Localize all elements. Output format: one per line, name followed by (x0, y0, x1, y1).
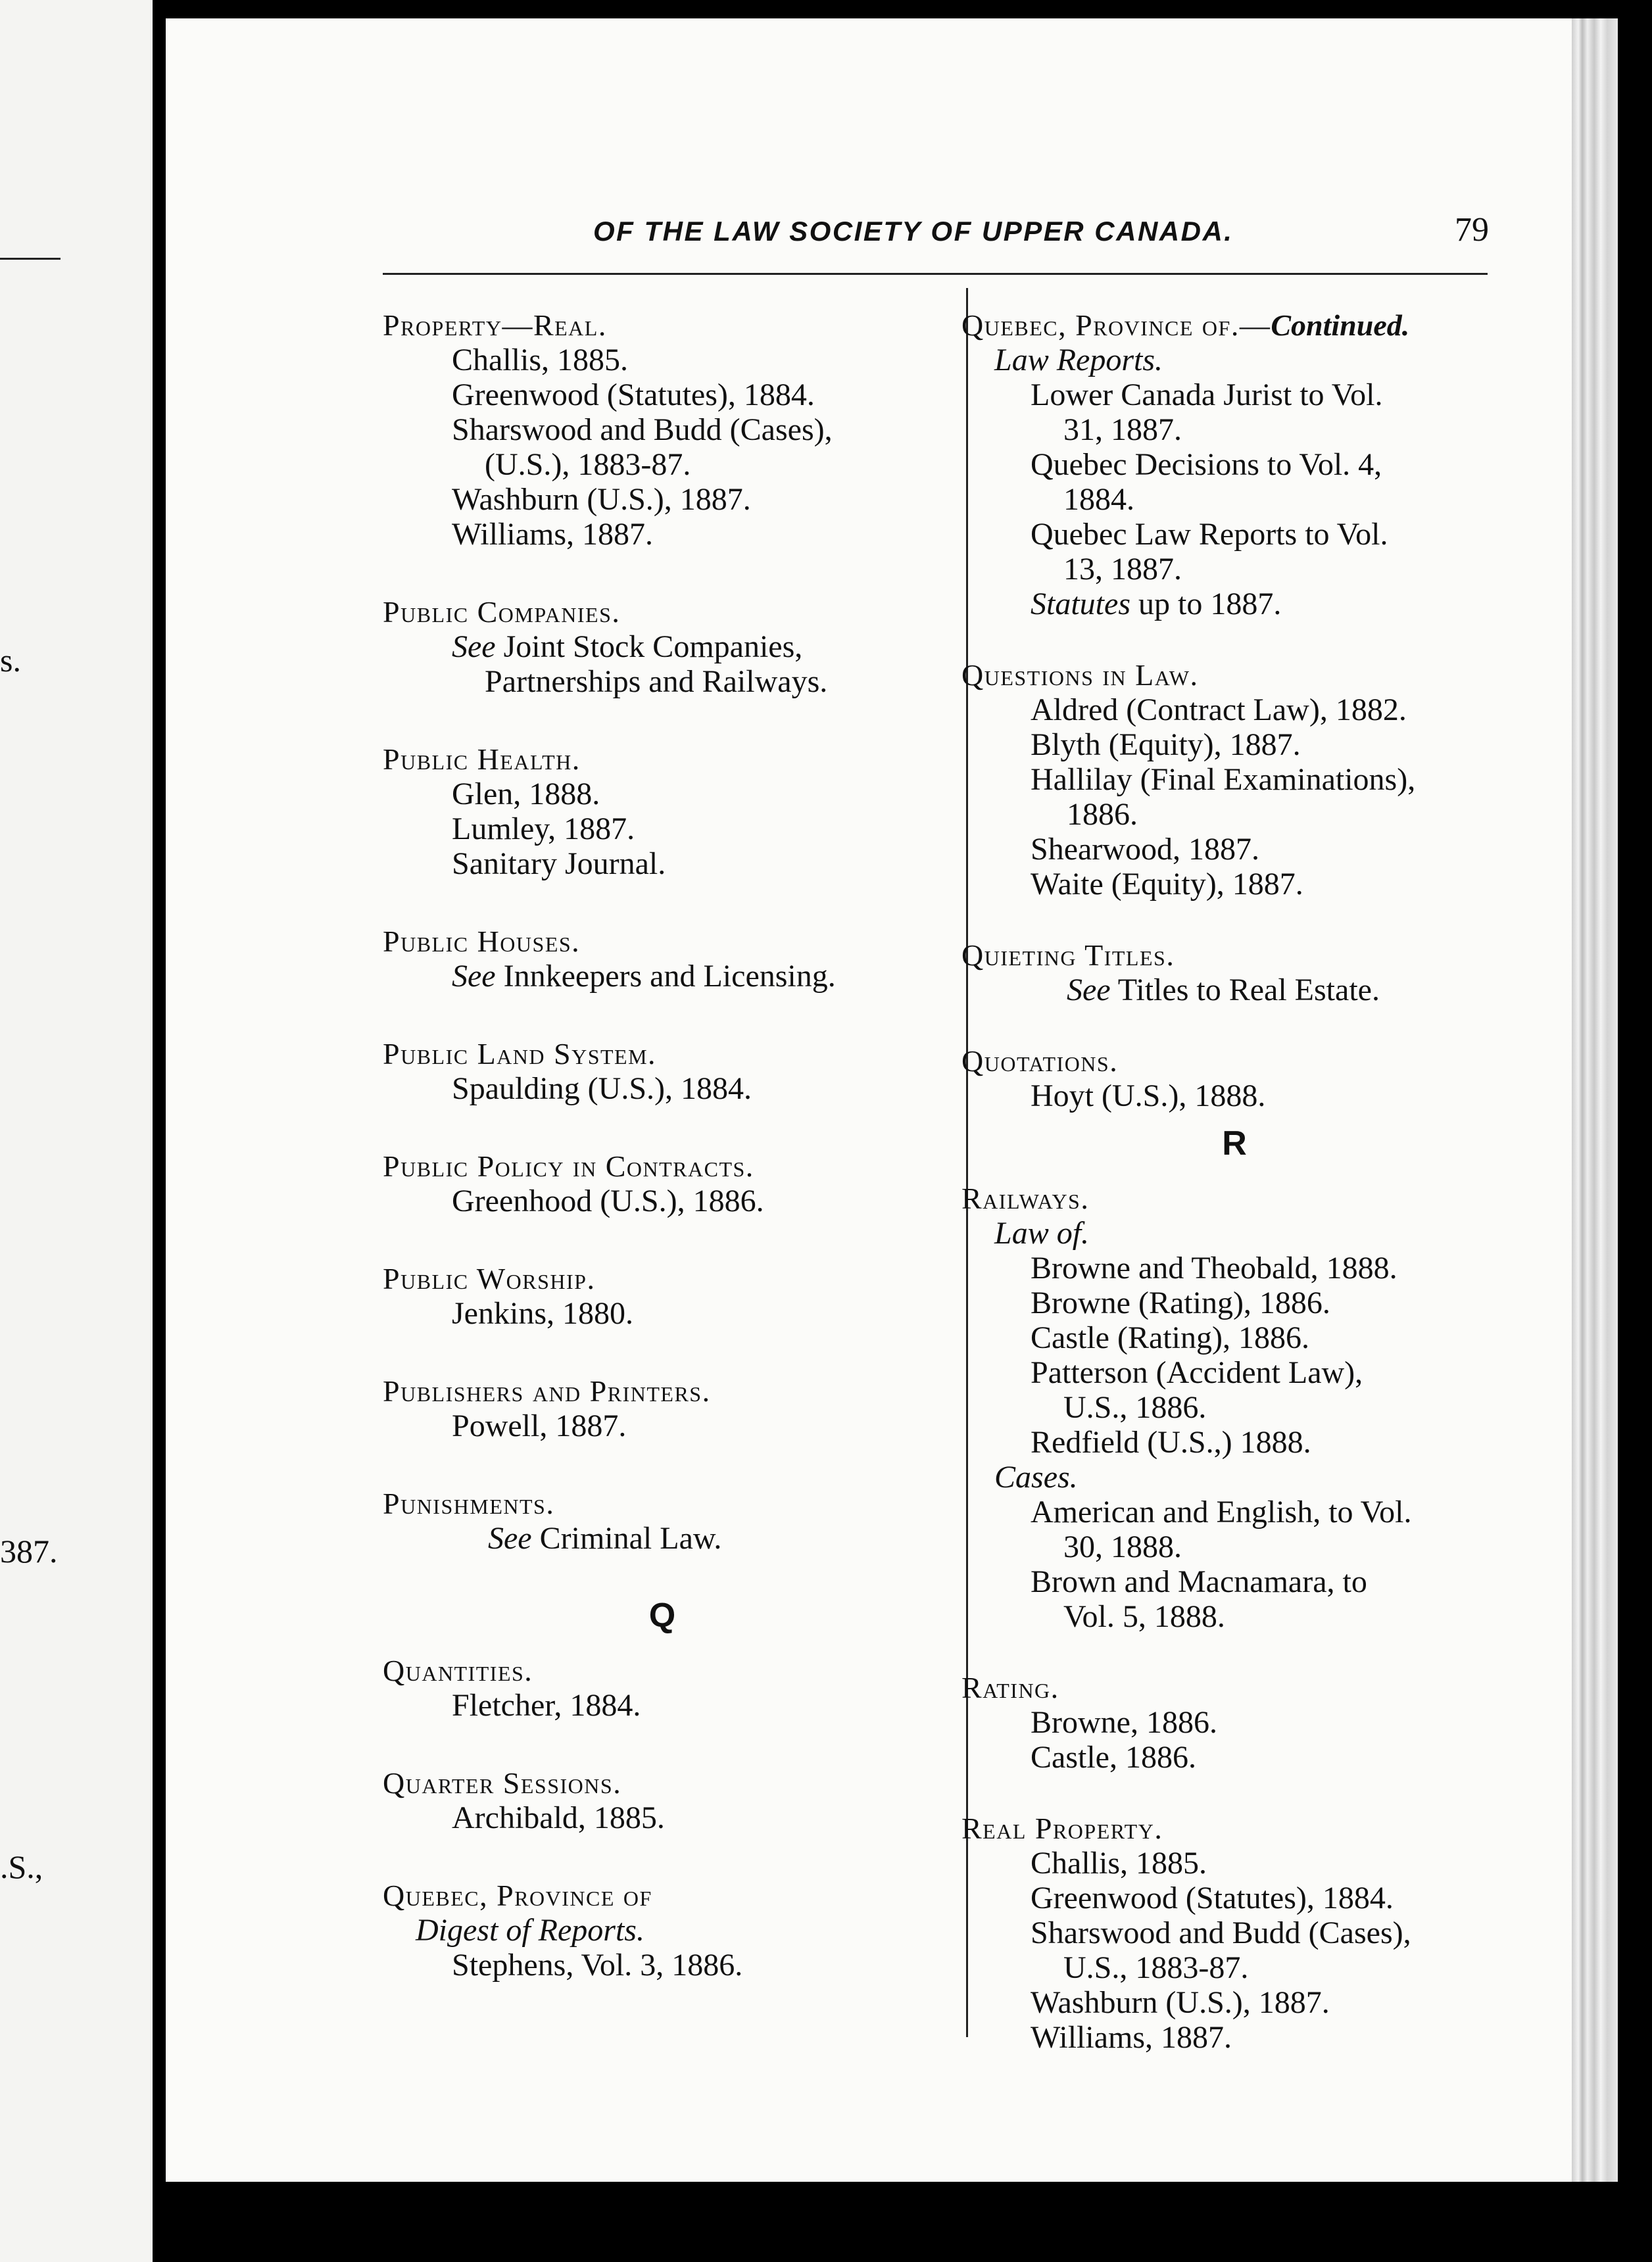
reference-text: Criminal Law. (539, 1521, 722, 1556)
section-letter: Q (648, 1597, 676, 1635)
entry-heading: Quotations. (961, 1044, 1119, 1078)
index-entry (961, 1044, 1507, 1113)
index-entry (383, 1878, 942, 1983)
entry-item (383, 629, 942, 664)
right-column (961, 308, 1507, 2098)
entry-heading: Public Houses. (383, 925, 581, 958)
entry-item: Greenhood (U.S.), 1886. (452, 1184, 764, 1218)
entry-item: Browne and Theobald, 1888. (1031, 1251, 1397, 1286)
entry-heading: Publishers and Printers. (383, 1374, 711, 1408)
index-entry (383, 1261, 942, 1331)
entry-subheading: Cases. (994, 1460, 1078, 1495)
entry-item: Powell, 1887. (452, 1408, 627, 1443)
entry-item: Greenwood (Statutes), 1884. (452, 377, 815, 412)
entry-item: Browne (Rating), 1886. (1031, 1286, 1330, 1320)
entry-subheading: Law of. (994, 1216, 1090, 1251)
entry-item: Glen, 1888. (452, 777, 600, 811)
entry-item: 1884. (1063, 482, 1134, 517)
entry-heading: Quantities. (383, 1654, 533, 1687)
entry-heading: Railways. (961, 1182, 1090, 1215)
entry-item: Castle, 1886. (1031, 1740, 1196, 1775)
entry-item: Washburn (U.S.), 1887. (1031, 1985, 1330, 2020)
entry-heading: Property—Real. (383, 308, 607, 342)
page-number: 79 (1455, 211, 1489, 249)
entry-item: Vol. 5, 1888. (1063, 1599, 1225, 1634)
index-entry (961, 1670, 1507, 1775)
entry-item: Brown and Macnamara, to (1031, 1564, 1367, 1599)
continued-label: Continued. (1271, 308, 1410, 342)
entry-item: (U.S.), 1883-87. (485, 447, 691, 482)
entry-item: Washburn (U.S.), 1887. (452, 482, 751, 517)
entry-item: Quebec Decisions to Vol. 4, (1031, 447, 1382, 482)
entry-heading: Quarter Sessions. (383, 1766, 622, 1800)
entry-item: Lower Canada Jurist to Vol. (1031, 377, 1383, 412)
index-entry (383, 308, 942, 552)
entry-item: Greenwood (Statutes), 1884. (1031, 1881, 1394, 1915)
entry-item: 13, 1887. (1063, 552, 1182, 587)
index-entry (383, 742, 942, 881)
entry-item (383, 1521, 942, 1556)
entry-item: Waite (Equity), 1887. (1031, 867, 1303, 902)
entry-item: Shearwood, 1887. (1031, 832, 1259, 867)
book-page (166, 18, 1572, 2182)
entry-item: Hallilay (Final Examinations), (1031, 762, 1416, 797)
entry-item: Williams, 1887. (452, 517, 654, 552)
entry-item: Spaulding (U.S.), 1884. (452, 1071, 752, 1106)
entry-item: Aldred (Contract Law), 1882. (1031, 692, 1407, 727)
see-reference: See (452, 629, 496, 664)
entry-heading: Public Worship. (383, 1262, 596, 1295)
reference-text: Innkeepers and Licensing. (503, 959, 836, 994)
heading-text: Quebec, Province of.— (961, 308, 1271, 342)
entry-item: Partnerships and Railways. (485, 664, 828, 699)
entry-item: Castle (Rating), 1886. (1031, 1320, 1309, 1355)
page-stack-edge (1572, 18, 1618, 2182)
see-reference: See (1067, 973, 1111, 1007)
entry-heading: Public Health. (383, 742, 581, 776)
entry-item: Sanitary Journal. (452, 846, 666, 881)
entry-item: Hoyt (U.S.), 1888. (1031, 1078, 1266, 1113)
index-entry (961, 938, 1507, 1007)
entry-item (961, 973, 1507, 1007)
running-title: OF THE LAW SOCIETY OF UPPER CANADA. (593, 216, 1234, 247)
index-entry (961, 308, 1507, 621)
entry-heading: Questions in Law. (961, 658, 1199, 692)
statutes-label: Statutes (1031, 587, 1130, 621)
entry-item: Williams, 1887. (1031, 2020, 1232, 2055)
entry-item: 1886. (1067, 797, 1138, 832)
entry-item: U.S., 1886. (1063, 1390, 1207, 1425)
reference-text: Titles to Real Estate. (1117, 973, 1380, 1007)
reference-text: Joint Stock Companies, (503, 629, 803, 664)
entry-subheading: Digest of Reports. (416, 1913, 644, 1948)
entry-item: Redfield (U.S.,) 1888. (1031, 1425, 1311, 1460)
entry-heading: Public Land System. (383, 1037, 657, 1071)
facing-page-edge (0, 0, 153, 2262)
index-entry (961, 1181, 1507, 1634)
entry-item: Challis, 1885. (1031, 1846, 1207, 1881)
facing-page-rule (0, 258, 61, 260)
entry-item (961, 587, 1507, 621)
entry-item: Sharswood and Budd (Cases), (1031, 1915, 1411, 1950)
index-entry (383, 1149, 942, 1218)
page-header (166, 211, 1572, 262)
entry-item: U.S., 1883-87. (1063, 1950, 1249, 1985)
entry-item: Fletcher, 1884. (452, 1688, 641, 1723)
index-entry (383, 1486, 942, 1556)
entry-item (383, 959, 942, 994)
entry-heading: Quebec, Province of (383, 1879, 652, 1912)
section-letter: R (1222, 1124, 1247, 1163)
entry-item: Lumley, 1887. (452, 811, 635, 846)
entry-heading: Public Policy in Contracts. (383, 1149, 754, 1183)
see-reference: See (488, 1521, 532, 1556)
entry-heading: Punishments. (383, 1487, 555, 1520)
entry-item: Sharswood and Budd (Cases), (452, 412, 833, 447)
facing-page-fragment: .S., (0, 1848, 43, 1885)
entry-item: American and English, to Vol. (1031, 1495, 1412, 1529)
index-entry (383, 1653, 942, 1723)
entry-item: Browne, 1886. (1031, 1705, 1217, 1740)
entry-item: Challis, 1885. (452, 343, 629, 377)
entry-item: Blyth (Equity), 1887. (1031, 727, 1301, 762)
entry-item: Archibald, 1885. (452, 1800, 665, 1835)
entry-heading: Public Companies. (383, 595, 621, 629)
index-entry (383, 1036, 942, 1106)
index-entry (961, 1811, 1507, 2055)
facing-page-fragment: 387. (0, 1533, 58, 1570)
index-entry (383, 1374, 942, 1443)
index-entry (383, 924, 942, 994)
entry-heading: Quieting Titles. (961, 938, 1175, 972)
entry-item: 30, 1888. (1063, 1529, 1182, 1564)
entry-heading (961, 308, 1507, 343)
entry-subheading: Law Reports. (994, 343, 1163, 377)
entry-item: Patterson (Accident Law), (1031, 1355, 1363, 1390)
entry-item: 31, 1887. (1063, 412, 1182, 447)
statutes-text: up to 1887. (1138, 587, 1282, 621)
see-reference: See (452, 959, 496, 994)
index-entry (383, 594, 942, 699)
left-column (383, 308, 942, 2025)
entry-item: Quebec Law Reports to Vol. (1031, 517, 1388, 552)
entry-heading: Real Property. (961, 1812, 1163, 1845)
index-entry (961, 658, 1507, 902)
header-rule (383, 273, 1488, 275)
entry-heading: Rating. (961, 1671, 1059, 1704)
entry-item: Stephens, Vol. 3, 1886. (452, 1948, 743, 1983)
entry-item: Jenkins, 1880. (452, 1296, 633, 1331)
index-entry (383, 1766, 942, 1835)
facing-page-fragment: s. (0, 642, 21, 679)
